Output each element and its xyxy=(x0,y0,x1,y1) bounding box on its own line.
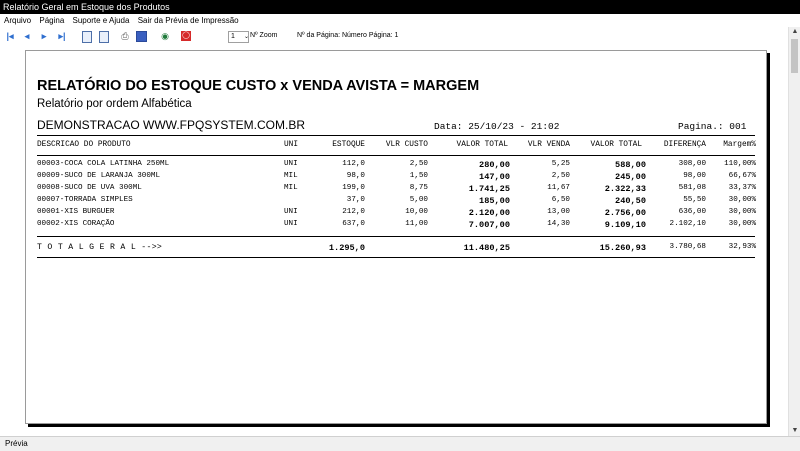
cell-vlr-custo: 5,00 xyxy=(409,196,428,204)
zoom-label: Nº Zoom xyxy=(250,32,278,39)
menu-arquivo[interactable]: Arquivo xyxy=(4,16,32,25)
cell-vlr-venda: 13,00 xyxy=(547,208,570,216)
col-header-diferenca: DIFERENÇA xyxy=(663,141,706,149)
cell-margem: 30,00% xyxy=(728,220,756,228)
cell-vlr-custo: 1,50 xyxy=(409,172,428,180)
cell-margem: 30,00% xyxy=(728,208,756,216)
prev-page-icon[interactable]: ◂ xyxy=(24,31,30,41)
report-page xyxy=(25,50,767,424)
divider xyxy=(37,236,755,237)
cell-valor-total-venda: 9.109,10 xyxy=(604,220,646,230)
print-icon[interactable]: ⎙ xyxy=(121,31,129,41)
col-header-valor-total-venda: VALOR TOTAL xyxy=(590,141,642,149)
preview-area xyxy=(0,46,788,436)
scroll-up-icon[interactable]: ▲ xyxy=(791,28,799,35)
cell-estoque: 637,0 xyxy=(342,220,365,228)
cell-descricao: 00007-TORRADA SIMPLES xyxy=(37,196,133,204)
next-page-icon[interactable]: ▸ xyxy=(41,31,47,41)
scroll-thumb[interactable] xyxy=(791,39,798,73)
cell-valor-total-venda: 588,00 xyxy=(615,160,646,170)
cell-descricao: 00008-SUCO DE UVA 300ML xyxy=(37,184,142,192)
total-margem: 32,93% xyxy=(728,243,756,251)
cell-vlr-custo: 10,00 xyxy=(405,208,428,216)
cell-margem: 33,37% xyxy=(728,184,756,192)
divider xyxy=(37,257,755,258)
cell-vlr-custo: 11,00 xyxy=(405,220,428,228)
cell-descricao: 00002-XIS CORAÇÃO xyxy=(37,220,115,228)
window-title-bar xyxy=(0,0,800,14)
cell-vlr-custo: 2,50 xyxy=(409,160,428,168)
menu-bar xyxy=(0,14,800,27)
cell-valor-total-venda: 2.756,00 xyxy=(604,208,646,218)
report-subtitle: Relatório por ordem Alfabética xyxy=(37,98,192,110)
total-estoque: 1.295,0 xyxy=(328,243,365,253)
cell-estoque: 37,0 xyxy=(346,196,365,204)
report-date: Data: 25/10/23 - 21:02 xyxy=(434,121,560,132)
scroll-down-icon[interactable]: ▼ xyxy=(791,427,799,434)
cell-diferenca: 581,08 xyxy=(678,184,706,192)
col-header-vlr-venda: VLR VENDA xyxy=(527,141,570,149)
cell-uni: MIL xyxy=(284,184,298,192)
cell-estoque: 112,0 xyxy=(342,160,365,168)
cell-valor-total-venda: 2.322,33 xyxy=(604,184,646,194)
cell-vlr-venda: 11,67 xyxy=(547,184,570,192)
cell-valor-total-custo: 2.120,00 xyxy=(468,208,510,218)
cell-estoque: 212,0 xyxy=(342,208,365,216)
toolbar xyxy=(0,27,800,47)
col-header-estoque: ESTOQUE xyxy=(332,141,365,149)
cell-uni: MIL xyxy=(284,172,298,180)
cell-valor-total-venda: 245,00 xyxy=(615,172,646,182)
cell-diferenca: 636,00 xyxy=(678,208,706,216)
divider xyxy=(37,135,755,136)
single-page-icon[interactable] xyxy=(82,31,92,43)
cell-margem: 110,00% xyxy=(724,160,756,168)
two-pages-icon[interactable] xyxy=(99,31,109,43)
status-bar xyxy=(0,436,800,451)
cell-diferenca: 2.102,10 xyxy=(669,220,706,228)
total-custo: 11.480,25 xyxy=(463,243,510,253)
cell-margem: 66,67% xyxy=(728,172,756,180)
close-preview-icon[interactable]: ◯ xyxy=(182,32,190,39)
cell-margem: 30,00% xyxy=(728,196,756,204)
page-select[interactable] xyxy=(228,31,249,43)
cell-vlr-custo: 8,75 xyxy=(409,184,428,192)
cell-vlr-venda: 6,50 xyxy=(551,196,570,204)
cell-diferenca: 308,00 xyxy=(678,160,706,168)
chevron-down-icon: ⌄ xyxy=(243,34,249,40)
cell-valor-total-custo: 147,00 xyxy=(479,172,510,182)
col-header-valor-total-custo: VALOR TOTAL xyxy=(456,141,508,149)
page-number-label: Nº da Página: Número Página: 1 xyxy=(297,32,399,39)
cell-descricao: 00009-SUCO DE LARANJA 300ML xyxy=(37,172,161,180)
first-page-icon[interactable]: |◂ xyxy=(6,31,14,41)
report-company: DEMONSTRACAO WWW.FPQSYSTEM.COM.BR xyxy=(37,118,306,132)
total-diferenca: 3.780,68 xyxy=(669,243,706,251)
col-header-uni: UNI xyxy=(284,141,299,149)
divider xyxy=(37,155,755,156)
cell-valor-total-custo: 1.741,25 xyxy=(468,184,510,194)
status-text: Prévia xyxy=(5,439,28,448)
cell-valor-total-venda: 240,50 xyxy=(615,196,646,206)
menu-sair-previa[interactable]: Sair da Prévia de Impressão xyxy=(137,16,239,25)
page-select-value: 1 xyxy=(231,33,235,40)
report-title: RELATÓRIO DO ESTOQUE CUSTO x VENDA AVISTA = MARGEM xyxy=(37,78,480,94)
cell-estoque: 98,0 xyxy=(346,172,365,180)
cell-diferenca: 55,50 xyxy=(683,196,706,204)
cell-diferenca: 98,00 xyxy=(683,172,706,180)
cell-estoque: 199,0 xyxy=(342,184,365,192)
cell-valor-total-custo: 7.007,00 xyxy=(468,220,510,230)
cell-uni: UNI xyxy=(284,160,298,168)
total-label: T O T A L G E R A L -->> xyxy=(37,243,163,252)
col-header-descricao: DESCRICAO DO PRODUTO xyxy=(37,141,131,149)
cell-vlr-venda: 5,25 xyxy=(551,160,570,168)
cell-vlr-venda: 2,50 xyxy=(551,172,570,180)
last-page-icon[interactable]: ▸| xyxy=(58,31,66,41)
vertical-scrollbar[interactable] xyxy=(788,27,800,436)
cell-vlr-venda: 14,30 xyxy=(547,220,570,228)
print-setup-icon[interactable] xyxy=(136,31,147,42)
cell-uni: UNI xyxy=(284,208,298,216)
window-title: Relatório Geral em Estoque dos Produtos xyxy=(3,2,170,12)
report-page-number: Pagina.: 001 xyxy=(678,121,747,132)
cell-uni: UNI xyxy=(284,220,298,228)
cell-valor-total-custo: 185,00 xyxy=(479,196,510,206)
cell-valor-total-custo: 280,00 xyxy=(479,160,510,170)
col-header-vlr-custo: VLR CUSTO xyxy=(385,141,428,149)
cell-descricao: 00003-COCA COLA LATINHA 250ML xyxy=(37,160,170,168)
menu-pagina[interactable]: Página xyxy=(39,16,65,25)
total-venda: 15.260,93 xyxy=(599,243,646,253)
export-icon[interactable]: ◉ xyxy=(161,31,169,41)
col-header-margem: Margem% xyxy=(723,141,756,149)
cell-descricao: 00001-XIS BURGUER xyxy=(37,208,115,216)
menu-suporte[interactable]: Suporte e Ajuda xyxy=(72,16,130,25)
